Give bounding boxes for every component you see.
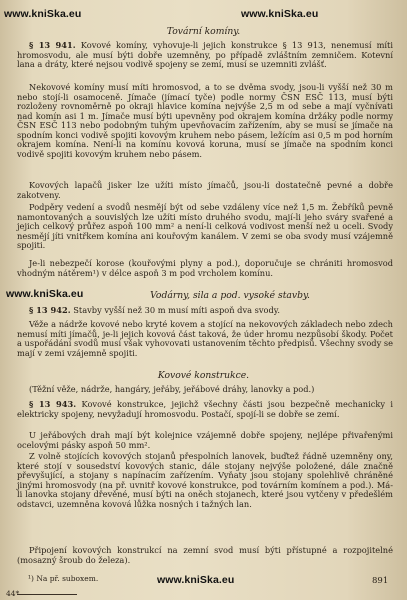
paragraph-structure-types: (Těžní věže, nádrže, hangáry, jeřáby, jeřábové dráhy, lanovky a pod.) [29, 384, 315, 394]
watermark-middle: www.kniSka.eu [6, 288, 84, 300]
paragraph-towers-tanks: Věže a nádrže kovové nebo kryté kovem a stojící na nekovových základech nebo zdech nemusí míti jímačů, je-li jejich kovová část taková, že úder hromu nezpůsobí škody. Počet a uspořádání svodů musí však vyhovovati ustanovením těchto předpisů. Všechny svody se mají v zemi vzájemně spojiti. [17, 319, 393, 358]
watermark-bottom: www.kniSka.eu [157, 574, 235, 586]
watermark-top-right: www.kniSka.eu [241, 8, 319, 20]
paragraph-crane-tracks: U jeřábových drah mají být kolejnice vzájemně dobře spojeny, nejlépe přivařenými ocelovými pásky aspoň 50 mm². [17, 430, 393, 450]
watermark-top-left: www.kniSka.eu [4, 8, 82, 20]
section-heading-metal-structures: Kovové konstrukce. [157, 370, 250, 381]
paragraph-number: § 13 943. [29, 399, 77, 409]
paragraph-cableway-pylons: Z volně stojících kovových stojanů přespolních lanovek, buďtež řádně uzemněny ony, které stojí v sousedství kovových stanic, dále stojany nejvýše položené, dále značně převyšující, a stojany s napínacím zařízením. Vyňaty jsou stojany spolehlivě chráněné jinými hromosvody (na př. uvnitř kovové konstrukce, pod továrním komínem a pod.). Má-li lanovka stojany dřevěné, musí býti na oněch stojanech, které jsou vytčeny v předešlém odstavci, uzemněna kovová lůžka nosných i tažných lan. [17, 451, 393, 509]
paragraph-text: Stavby vyšší než 30 m musí míti aspoň dva svody. [73, 305, 280, 315]
paragraph-number: § 13 941. [29, 40, 76, 50]
paragraph-number: § 13 942. [29, 305, 71, 315]
section-heading-water-towers: Vodárny, sila a pod. vysoké stavby. [150, 290, 310, 301]
paragraph-nonmetal-chimneys: Nekovové komíny musí míti hromosvod, a to se dvěma svody, jsou-li vyšší než 30 m nebo stojí-li osamoceně. Jímače (jímací tyče) podle normy ČSN ESČ 113, musí býti rozloženy rovnoměrně po okraji hlavice komína nejvýše 2,5 m od sebe a mají vyčnívati nad komín asi 1 m. Jímače musí býti upevněny pod okrajem komína držáky podle normy ČSN ESČ 113 nebo podobným tuhým upevňovacím zařízením, aby se musí se jímače na spodním konci vodivě spojiti kovovým kruhem nebo pásem, ležícím asi 0,5 m pod horním okrajem komína. Není-li na komínu kovová koruna, musí se jímače na spodním konci vodivě spojiti kovovým kruhem nebo pásem. [17, 82, 393, 159]
paragraph-connection: Připojení kovových konstrukcí na zemní svod musí býti přístupné a rozpojitelné (mosazný šroub do železa). [17, 545, 393, 565]
paragraph-13943 [17, 400, 393, 419]
paragraph-13942 [17, 306, 393, 316]
paragraph-corrosion: Je-li nebezpečí korose (kouřovými plyny a pod.), doporučuje se chrániti hromosvod vhodným nátěrem¹) v délce aspoň 3 m pod vrcholem komínu. [17, 258, 393, 278]
footnote: ¹) Na př. suboxem. [28, 574, 99, 583]
signature-mark: 44* [6, 589, 20, 598]
paragraph-text: Kovové komíny, vyhovuje-li jejich konstrukce § 13 913, nenemusí míti hromosvodu, ale musí býti dobře uzemněny, po případě zvláštním zemničem. Kotevní lana a dráty, které nejsou vodivě spojeny se zemí, musí se uzemniti zvlášť. [17, 40, 394, 70]
paragraph-text: Kovové konstrukce, jejichž všechny části jsou bezpečně mechanicky i elektricky spojeny, nevyžadují hromosvodu. Postačí, spojí-li se dobře se zemí. [17, 399, 394, 419]
paragraph-supports: Podpěry vedení a svodů nesmějí být od sebe vzdáleny více než 1,5 m. Žebříků pevně namontovaných a souvislých lze užíti místo druhého svodu, mají-li jeho sváry svařené a jejich celkový průřez aspoň 100 mm² a není-li celková vodivost menší než u oceli. Svody nesmějí jíti vnitřkem komína ani kouřovým kanálem. V zemi se oba svody musí vzájemně spojiti. [17, 202, 393, 251]
section-heading-factory-chimneys: Tovární komíny. [166, 26, 241, 37]
page-number: 891 [372, 576, 389, 586]
footnote-rule [17, 594, 77, 595]
paragraph-spark-catchers: Kovových lapačů jisker lze užíti místo jímačů, jsou-li dostatečně pevné a dobře zakotveny. [17, 180, 393, 200]
paragraph-13941 [17, 41, 393, 70]
